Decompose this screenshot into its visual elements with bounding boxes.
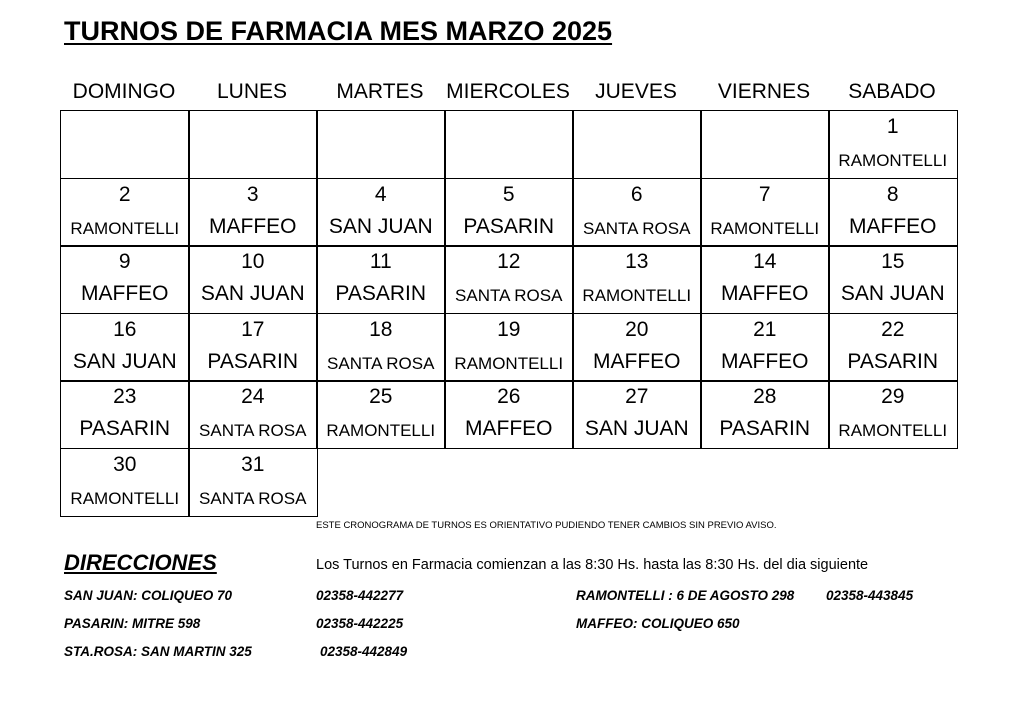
calendar-day-cell: [700, 178, 830, 247]
day-number: 4: [374, 182, 387, 206]
calendar-day-cell: [572, 245, 702, 314]
empty-calendar-cell: [316, 110, 446, 179]
calendar-day-cell: [188, 313, 318, 382]
pharmacy-name: MAFFEO: [81, 282, 169, 305]
directions-heading: DIRECCIONES: [64, 550, 217, 575]
day-number: 26: [497, 385, 521, 408]
empty-calendar-cell: [188, 110, 318, 179]
day-number: 31: [241, 452, 265, 476]
pharmacy-name: MAFFEO: [721, 282, 809, 305]
calendar-day-cell: [828, 178, 958, 247]
calendar-day-cell: [444, 380, 574, 449]
pharmacy-name: SAN JUAN: [72, 349, 177, 373]
calendar-day-cell: [444, 178, 574, 247]
calendar-day-cell: [828, 313, 958, 382]
address-pasarin: PASARIN: MITRE 598: [64, 616, 201, 631]
pharmacy-name: RAMONTELLI: [326, 421, 436, 440]
address-maffeo: MAFFEO: COLIQUEO 650: [576, 616, 740, 631]
pharmacy-name: SAN JUAN: [840, 282, 945, 305]
address-sta-rosa: STA.ROSA: SAN MARTIN 325: [64, 644, 252, 659]
pharmacy-name: RAMONTELLI: [454, 353, 564, 373]
day-number: 30: [113, 452, 137, 476]
day-number: 27: [625, 385, 649, 408]
pharmacy-name: MAFFEO: [721, 349, 809, 373]
day-number: 8: [886, 182, 899, 206]
pharmacy-name: SAN JUAN: [328, 214, 433, 238]
pharmacy-name: PASARIN: [719, 417, 811, 440]
day-number: 28: [753, 385, 777, 408]
day-number: 22: [881, 317, 905, 341]
calendar-day-cell: [60, 380, 190, 449]
day-number: 16: [113, 317, 137, 341]
pharmacy-name: RAMONTELLI: [70, 488, 180, 508]
weekday-header-row: [60, 80, 956, 108]
pharmacy-name: PASARIN: [335, 282, 427, 305]
calendar-day-cell: [188, 245, 318, 314]
weekday-header: MARTES: [336, 80, 424, 103]
address-ramontelli: RAMONTELLI : 6 DE AGOSTO 298: [576, 588, 795, 603]
pharmacy-name: PASARIN: [79, 417, 171, 440]
pharmacy-name: RAMONTELLI: [838, 151, 948, 170]
schedule-note: Los Turnos en Farmacia comienzan a las 8:30 Hs. hasta las 8:30 Hs. del dia siguiente: [316, 557, 869, 573]
calendar-day-cell: [700, 380, 830, 449]
calendar-day-cell: [700, 245, 830, 314]
empty-calendar-cell: [572, 110, 702, 179]
phone-san-juan: 02358-442277: [316, 588, 404, 603]
calendar-day-cell: [316, 313, 446, 382]
weekday-header: VIERNES: [717, 80, 811, 103]
day-number: 10: [241, 250, 265, 273]
calendar-day-cell: [60, 178, 190, 247]
weekday-header: MIERCOLES: [446, 80, 570, 103]
day-number: 13: [625, 250, 649, 273]
calendar-day-cell: [60, 313, 190, 382]
day-number: 6: [630, 182, 643, 206]
day-number: 17: [241, 317, 265, 341]
empty-calendar-cell: [444, 110, 574, 179]
day-number: 24: [241, 385, 265, 408]
calendar-day-cell: [60, 245, 190, 314]
calendar-day-cell: [60, 448, 190, 517]
pharmacy-name: SANTA ROSA: [455, 286, 563, 305]
pharmacy-name: PASARIN: [207, 349, 299, 373]
calendar-grid: [60, 110, 956, 516]
day-number: 15: [881, 250, 905, 273]
calendar-day-cell: [316, 380, 446, 449]
day-number: 21: [753, 317, 777, 341]
calendar-day-cell: [316, 178, 446, 247]
pharmacy-name: RAMONTELLI: [710, 218, 820, 238]
pharmacy-name: SANTA ROSA: [327, 353, 435, 373]
day-number: 11: [369, 250, 392, 273]
day-number: 19: [497, 317, 521, 341]
address-san-juan: SAN JUAN: COLIQUEO 70: [64, 588, 233, 603]
calendar-day-cell: [828, 245, 958, 314]
weekday-header: LUNES: [216, 80, 288, 103]
calendar-day-cell: [316, 245, 446, 314]
pharmacy-name: SAN JUAN: [584, 417, 689, 440]
calendar-day-cell: [572, 313, 702, 382]
calendar-day-cell: [444, 245, 574, 314]
pharmacy-name: PASARIN: [463, 214, 555, 238]
calendar-day-cell: [572, 380, 702, 449]
phone-pasarin: 02358-442225: [316, 616, 404, 631]
disclaimer-text: ESTE CRONOGRAMA DE TURNOS ES ORIENTATIVO PUDIENDO TENER CAMBIOS SIN PREVIO AVISO.: [316, 520, 777, 531]
calendar-day-cell: [828, 110, 958, 179]
pharmacy-name: MAFFEO: [209, 214, 297, 238]
phone-ramontelli: 02358-443845: [826, 588, 914, 603]
weekday-header: JUEVES: [595, 80, 677, 103]
day-number: 20: [625, 317, 649, 341]
calendar-day-cell: [700, 313, 830, 382]
day-number: 3: [246, 182, 259, 206]
day-number: 25: [369, 385, 393, 408]
day-number: 5: [502, 182, 515, 206]
day-number: 12: [497, 250, 521, 273]
calendar-day-cell: [572, 178, 702, 247]
phone-sta-rosa: 02358-442849: [320, 644, 408, 659]
day-number: 1: [886, 115, 899, 138]
pharmacy-name: SANTA ROSA: [199, 421, 307, 440]
pharmacy-name: SAN JUAN: [200, 282, 305, 305]
pharmacy-name: RAMONTELLI: [838, 421, 948, 440]
pharmacy-name: SANTA ROSA: [199, 488, 307, 508]
day-number: 14: [753, 250, 777, 273]
pharmacy-name: MAFFEO: [849, 214, 937, 238]
weekday-header: SABADO: [848, 80, 936, 103]
day-number: 9: [118, 250, 131, 273]
pharmacy-name: MAFFEO: [465, 417, 553, 440]
empty-calendar-cell: [60, 110, 190, 179]
empty-calendar-cell: [700, 110, 830, 179]
calendar-day-cell: [188, 448, 318, 517]
page-title: TURNOS DE FARMACIA MES MARZO 2025: [64, 16, 613, 46]
calendar-day-cell: [188, 380, 318, 449]
pharmacy-name: SANTA ROSA: [583, 218, 691, 238]
pharmacy-name: RAMONTELLI: [70, 218, 180, 238]
day-number: 18: [369, 317, 393, 341]
day-number: 2: [118, 182, 131, 206]
calendar-day-cell: [188, 178, 318, 247]
day-number: 7: [758, 182, 771, 206]
day-number: 29: [881, 385, 905, 408]
calendar-day-cell: [828, 380, 958, 449]
pharmacy-name: PASARIN: [847, 349, 939, 373]
pharmacy-name: MAFFEO: [593, 349, 681, 373]
day-number: 23: [113, 385, 137, 408]
weekday-header: DOMINGO: [72, 80, 176, 103]
pharmacy-name: RAMONTELLI: [582, 286, 692, 305]
calendar-day-cell: [444, 313, 574, 382]
